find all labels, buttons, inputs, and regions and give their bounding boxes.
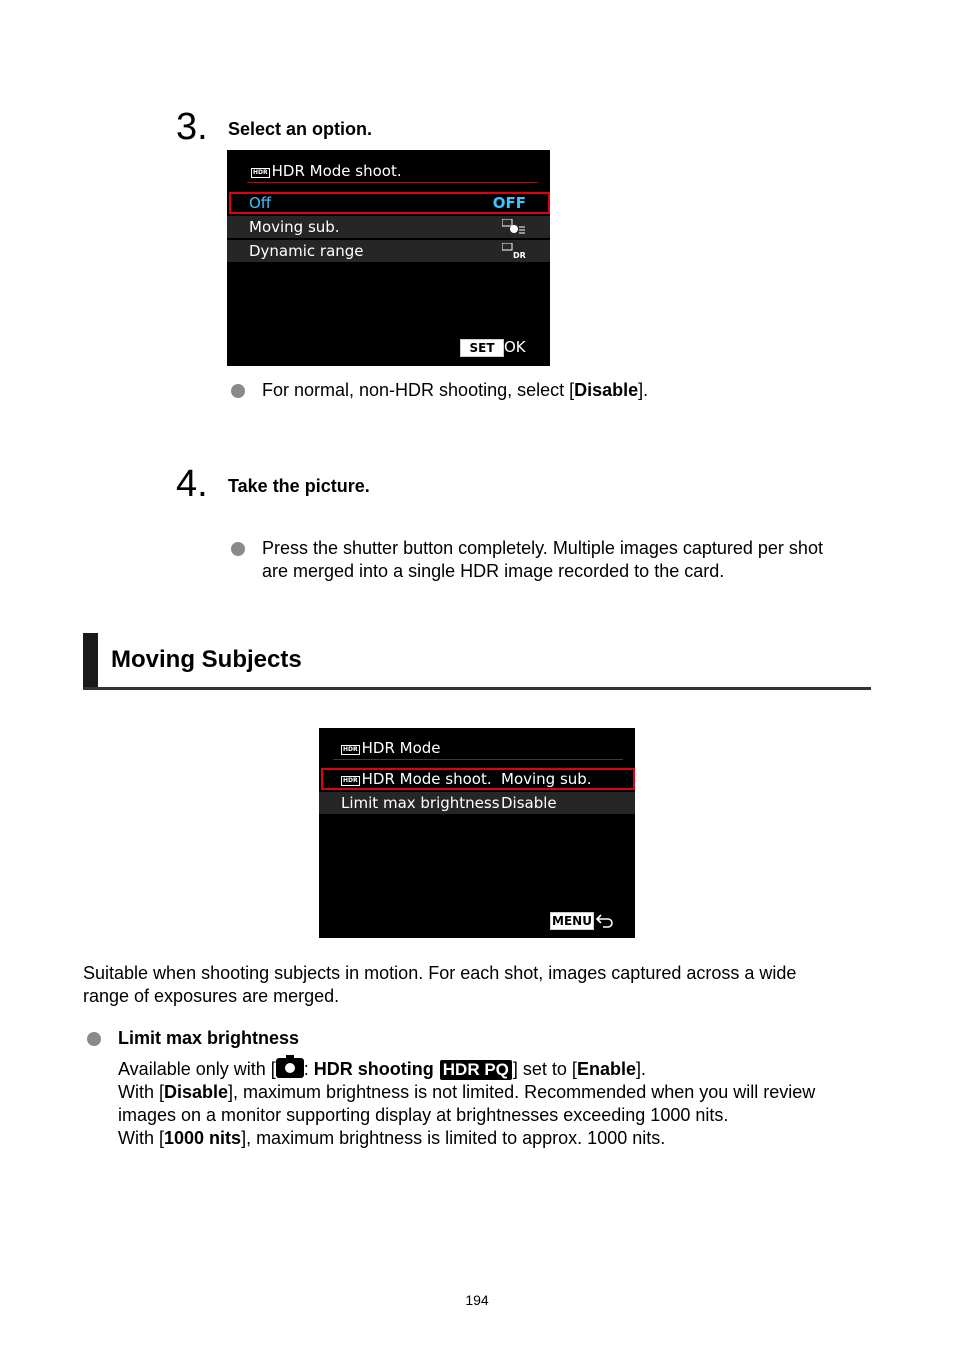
set-button[interactable]: SET bbox=[460, 339, 504, 357]
step-4-note-line-1: Press the shutter button completely. Multiple images captured per shot bbox=[262, 538, 823, 558]
option-dynamic-range[interactable] bbox=[227, 240, 550, 262]
step-3-note: For normal, non-HDR shooting, select [Disable]. bbox=[262, 380, 649, 400]
disable-description-line-1: With [Disable], maximum brightness is not limited. Recommended when you will review bbox=[118, 1082, 816, 1102]
step-3-title: Select an option. bbox=[228, 119, 373, 139]
screen-title bbox=[341, 739, 441, 757]
dynamic-range-icon bbox=[502, 243, 526, 263]
option-moving-sub[interactable] bbox=[227, 216, 550, 238]
option-off[interactable] bbox=[229, 192, 550, 214]
ok-label: OK bbox=[504, 338, 526, 356]
section-paragraph-line-1: Suitable when shooting subjects in motion. For each shot, images captured across a wide bbox=[83, 963, 797, 983]
return-icon bbox=[595, 912, 615, 932]
screen-divider bbox=[247, 182, 538, 183]
step-4-number: 4. bbox=[176, 463, 208, 505]
hdr-mode-screen bbox=[319, 728, 635, 938]
hdr-icon: HDR bbox=[343, 777, 358, 784]
section-paragraph-line-2: range of exposures are merged. bbox=[83, 986, 340, 1006]
section-rule bbox=[83, 687, 871, 690]
step-3-number: 3. bbox=[176, 106, 208, 148]
section-marker bbox=[83, 633, 98, 690]
option-dynamic-range-label: Dynamic range bbox=[249, 242, 364, 260]
row-hdr-mode-shoot-label: HDR HDR Mode shoot. bbox=[343, 770, 492, 788]
screen-title bbox=[251, 162, 402, 180]
limit-max-brightness-heading: Limit max brightness bbox=[118, 1028, 300, 1048]
menu-button[interactable]: MENU bbox=[550, 912, 594, 930]
option-moving-sub-label: Moving sub. bbox=[249, 218, 340, 236]
step-4-note-line-2: are merged into a single HDR image recorded to the card. bbox=[262, 561, 725, 581]
hdr-mode-shoot-screen bbox=[227, 150, 550, 366]
availability-note: Available only with [ : HDR shooting HDR PQ ] set to [Enable]. bbox=[118, 1059, 646, 1079]
camera-icon bbox=[276, 1058, 304, 1078]
nits-description: With [1000 nits], maximum brightness is limited to approx. 1000 nits. bbox=[118, 1128, 666, 1148]
option-off-value: OFF bbox=[492, 194, 526, 212]
row-hdr-mode-shoot[interactable] bbox=[321, 768, 635, 790]
page-number: 194 bbox=[465, 1292, 489, 1308]
moving-sub-icon bbox=[502, 219, 526, 239]
row-limit-max-brightness-label: Limit max brightness bbox=[341, 794, 500, 812]
bullet-icon bbox=[87, 1032, 101, 1046]
hdr-pq-icon: HDR PQ bbox=[440, 1060, 512, 1080]
hdr-icon: HDR bbox=[343, 746, 358, 753]
disable-description-line-2: images on a monitor supporting display at brightnesses exceeding 1000 nits. bbox=[118, 1105, 729, 1125]
bullet-icon bbox=[231, 384, 245, 398]
row-limit-max-brightness-value: Disable bbox=[501, 794, 557, 812]
bullet-icon bbox=[231, 542, 245, 556]
screen-divider bbox=[333, 759, 623, 760]
step-4-title: Take the picture. bbox=[228, 476, 370, 496]
section-title: Moving Subjects bbox=[111, 646, 302, 673]
row-hdr-mode-shoot-value: Moving sub. bbox=[501, 770, 592, 788]
row-limit-max-brightness[interactable] bbox=[319, 792, 635, 814]
screen-title-text: HDR Mode bbox=[361, 739, 441, 757]
screen-title-text: HDR Mode shoot. bbox=[271, 162, 402, 180]
option-off-label: Off bbox=[249, 194, 272, 212]
hdr-icon: HDR bbox=[253, 169, 268, 176]
svg-text:DR: DR bbox=[513, 251, 526, 259]
